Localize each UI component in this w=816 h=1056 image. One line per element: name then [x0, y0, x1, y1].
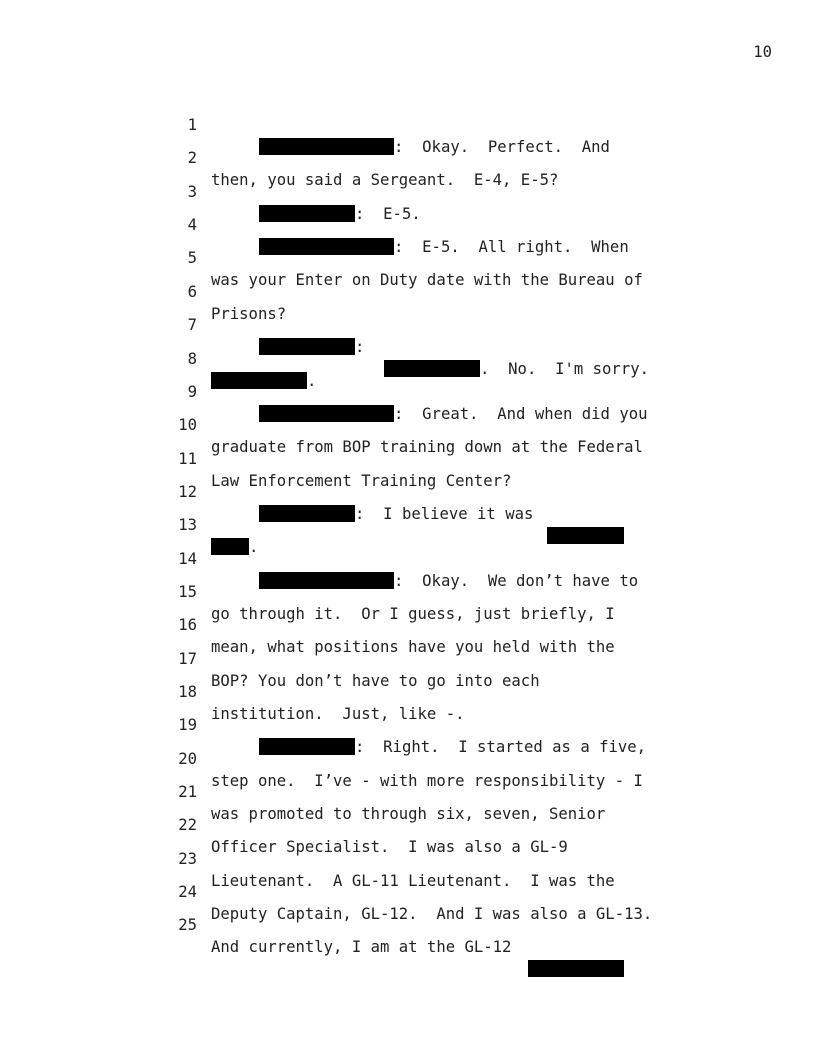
line-text: go through it. Or I guess, just briefly, I: [211, 605, 615, 623]
transcript-line-6: [0, 259, 287, 323]
line-text: : Great. And when did you: [394, 405, 648, 423]
line-number: 8: [187, 350, 197, 368]
line-text: Deputy Captain, GL-12. And I was also a GL-13.: [211, 905, 653, 923]
line-number: 15: [178, 583, 197, 601]
redaction-block: [259, 572, 394, 589]
line-number: 1: [187, 116, 197, 134]
line-text: . No. I'm sorry.: [480, 360, 649, 378]
line-text: then, you said a Sergeant. E-4, E-5?: [211, 171, 559, 189]
redaction-block: [547, 527, 624, 544]
line-number: 24: [178, 883, 197, 901]
line-number: 12: [178, 483, 197, 501]
line-text: step one. I’ve - with more responsibility - I: [211, 772, 643, 790]
line-number: 14: [178, 550, 197, 568]
line-text: : I believe it was: [355, 505, 534, 523]
line-text: : Okay. Perfect. And: [394, 138, 610, 156]
redaction-block: [384, 360, 480, 377]
page-number: 10: [753, 43, 772, 61]
line-number: 23: [178, 850, 197, 868]
redaction-block: [259, 738, 355, 755]
line-number: 10: [178, 416, 197, 434]
line-number: 22: [178, 816, 197, 834]
line-text: : E-5. All right. When: [394, 238, 629, 256]
line-text: institution. Just, like -.: [211, 705, 465, 723]
redaction-block: [528, 960, 624, 977]
redaction-block: [259, 505, 355, 522]
transcript-line-8: [0, 326, 317, 390]
line-text: Lieutenant. A GL-11 Lieutenant. I was the: [211, 872, 615, 890]
line-text: : Okay. We don’t have to: [394, 572, 639, 590]
line-text: : E-5.: [355, 205, 421, 223]
line-text: Prisons?: [211, 305, 287, 323]
redaction-block: [259, 405, 394, 422]
line-number: 6: [187, 283, 197, 301]
line-number: 21: [178, 783, 197, 801]
line-number: 17: [178, 650, 197, 668]
line-number: 18: [178, 683, 197, 701]
line-text: Law Enforcement Training Center?: [211, 472, 512, 490]
line-number: 9: [187, 383, 197, 401]
line-number: 11: [178, 450, 197, 468]
redaction-block: [259, 238, 394, 255]
line-number: 25: [178, 916, 197, 934]
line-text: graduate from BOP training down at the Federal: [211, 438, 643, 456]
line-number: 16: [178, 616, 197, 634]
line-number: 2: [187, 149, 197, 167]
line-text: .: [307, 372, 317, 390]
line-text: was promoted to through six, seven, Senior: [211, 805, 606, 823]
line-number: 3: [187, 183, 197, 201]
transcript-line-1: [0, 92, 610, 156]
line-number: 5: [187, 249, 197, 267]
line-text: mean, what positions have you held with the: [211, 638, 615, 656]
transcript-line-14: [0, 526, 639, 590]
line-text: BOP? You don’t have to go into each: [211, 672, 540, 690]
line-text: :: [355, 338, 365, 356]
redaction-block: [259, 205, 355, 222]
line-text: was your Enter on Duty date with the Bureau of: [211, 271, 643, 289]
line-text: .: [249, 538, 259, 556]
line-number: 4: [187, 216, 197, 234]
line-number: 19: [178, 716, 197, 734]
redaction-block: [211, 372, 307, 389]
redaction-block: [211, 538, 249, 555]
line-number: 20: [178, 750, 197, 768]
line-number: 7: [187, 316, 197, 334]
redaction-block: [259, 138, 394, 155]
line-text: Officer Specialist. I was also a GL-9: [211, 838, 568, 856]
redaction-block: [259, 338, 355, 355]
line-text: And currently, I am at the GL-12: [211, 938, 512, 956]
line-text: : Right. I started as a five,: [355, 738, 647, 756]
transcript-line-4: [0, 192, 629, 256]
line-number: 13: [178, 516, 197, 534]
